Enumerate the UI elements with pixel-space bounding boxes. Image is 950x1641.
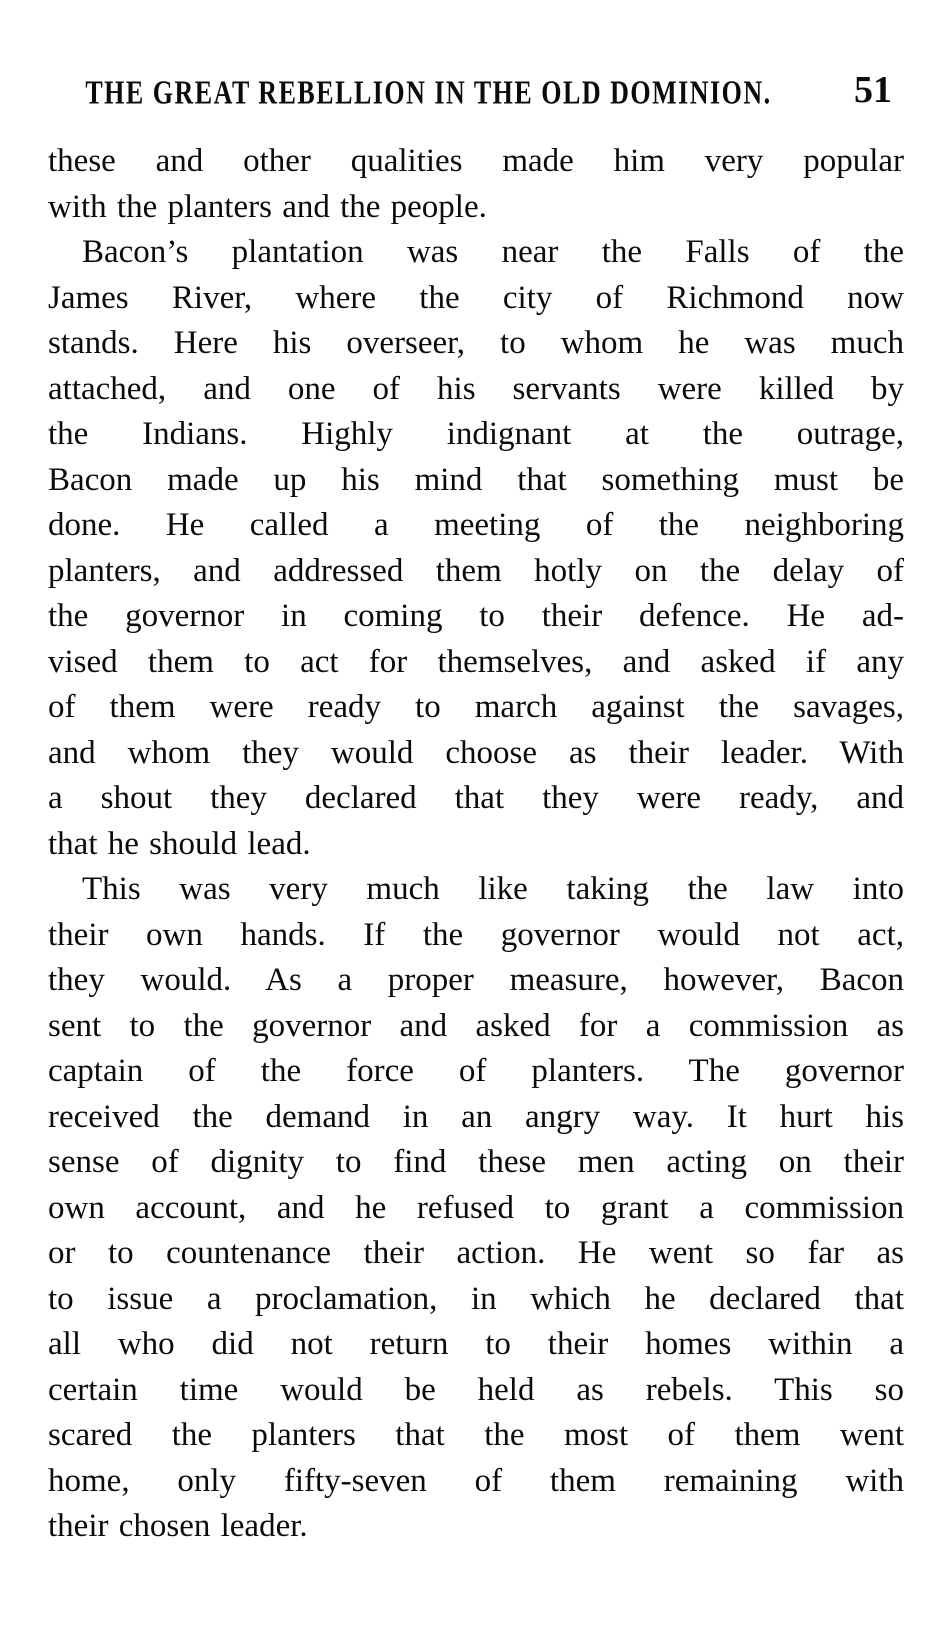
- text-line: attached, and one of his servants were killed by: [48, 370, 904, 407]
- text-line: sense of dignity to find these men acting on their: [48, 1144, 904, 1180]
- text-line: stands. Here his overseer, to whom he was much: [48, 325, 904, 361]
- text-line: with the planters and the people.: [48, 188, 487, 225]
- page-body: [48, 139, 904, 1550]
- text-line: these and other qualities made him very popular: [48, 143, 904, 179]
- text-line: vised them to act for themselves, and asked if any: [48, 643, 904, 680]
- text-line: and whom they would choose as their leader. With: [48, 734, 904, 771]
- text-line: that he should lead.: [48, 825, 311, 862]
- text-line: sent to the governor and asked for a commission as: [48, 1007, 904, 1044]
- text-line: they would. As a proper measure, however, Bacon: [48, 962, 904, 998]
- running-head: [48, 69, 904, 120]
- text-line: James River, where the city of Richmond now: [48, 279, 904, 316]
- text-line: received the demand in an angry way. It hurt his: [48, 1098, 904, 1135]
- text-line: or to countenance their action. He went so far as: [48, 1235, 904, 1271]
- text-line: a shout they declared that they were ready, and: [48, 780, 904, 816]
- text-line: to issue a proclamation, in which he declared that: [48, 1280, 904, 1317]
- text-line: the Indians. Highly indignant at the outrage,: [48, 416, 904, 452]
- text-line: home, only fifty-seven of them remaining with: [48, 1462, 904, 1499]
- text-line: captain of the force of planters. The governor: [48, 1053, 904, 1089]
- text-line: own account, and he refused to grant a commission: [48, 1189, 904, 1226]
- text-line: their chosen leader.: [48, 1508, 308, 1544]
- page-number: 51: [854, 69, 892, 111]
- text-line: their own hands. If the governor would not act,: [48, 916, 904, 953]
- text-line: all who did not return to their homes within a: [48, 1326, 904, 1362]
- text-line: scared the planters that the most of them went: [48, 1417, 904, 1453]
- text-line: Bacon made up his mind that something must be: [48, 461, 904, 498]
- text-line: done. He called a meeting of the neighboring: [48, 507, 904, 543]
- running-head-title: THE GREAT REBELLION IN THE OLD DOMINION.: [85, 73, 772, 112]
- text-line: certain time would be held as rebels. This so: [48, 1371, 904, 1408]
- text-line: planters, and addressed them hotly on the delay of: [48, 552, 904, 589]
- text-line: Bacon’s plantation was near the Falls of the: [82, 234, 904, 270]
- text-line: This was very much like taking the law into: [82, 871, 904, 907]
- text-line: the governor in coming to their defence. He ad-: [48, 598, 904, 634]
- text-line: of them were ready to march against the savages,: [48, 689, 904, 725]
